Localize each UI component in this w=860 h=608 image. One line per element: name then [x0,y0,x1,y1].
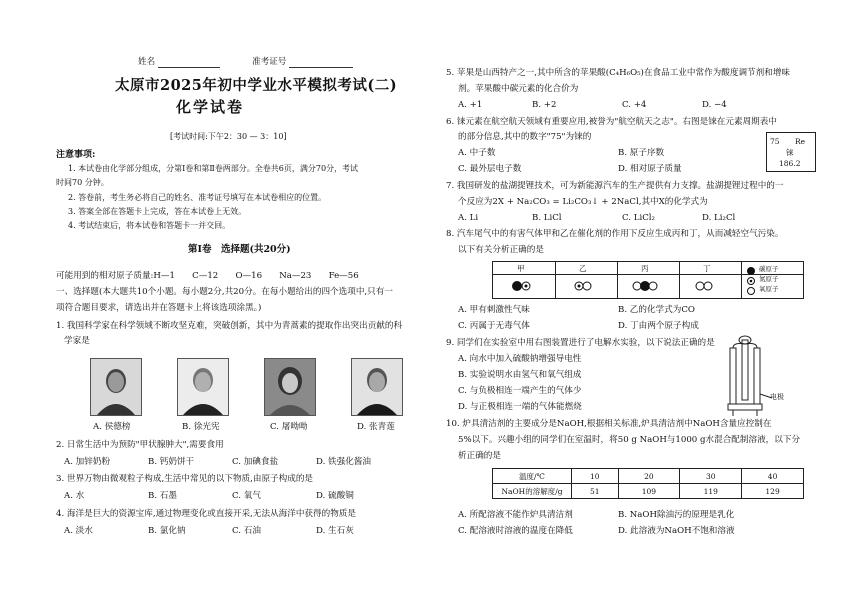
q3-option-a[interactable]: A. 水 [64,491,85,501]
molecule-icons [493,275,741,297]
molecule-diagram [492,261,804,299]
q5-stem: 剂。苹果酸中碳元素的化合价为 [458,84,579,94]
portrait-a [90,358,142,416]
molecule-header-ding: 丁 [703,264,711,273]
exam-title: 太原市2025年初中学业水平模拟考试(二) [115,77,398,94]
q3-stem: 3. 世界万物由微观粒子构成,生活中常见的以下物质,由原子构成的是 [56,474,314,484]
table-cell: NaOH的溶解度/g [493,484,572,499]
table-cell: 109 [618,484,680,499]
solubility-table [492,468,804,499]
q5-stem: 5. 苹果是山西特产之一,其中所含的苹果酸(C₄H₆O₅)在食品工业中常作为酸度调节剂和增味 [446,68,791,78]
q10-stem: 析正确的是 [458,451,501,461]
note-line: 3. 答案全部在答题卡上完成，答在本试卷上无效。 [68,207,247,216]
electrode-label: 电极 [770,393,784,401]
q8-stem: 8. 汽车尾气中的有害气体甲和乙在催化剂的作用下反应生成丙和丁，从而减轻空气污染。 [446,229,784,239]
element-symbol: Re [795,137,806,146]
portrait-c [264,358,316,416]
q1-option-d[interactable]: D. 张青莲 [357,422,395,432]
q9-option-c[interactable]: C. 与负极相连一端产生的气体少 [458,386,582,396]
q4-option-c[interactable]: C. 石油 [232,526,261,536]
q10-stem: 10. 炉具清洁剂的主要成分是NaOH,根据相关标准,炉具清洁剂中NaOH含量应控制在 [446,419,772,429]
q8-option-d[interactable]: D. 丁由两个原子构成 [618,321,699,331]
q3-option-b[interactable]: B. 石墨 [148,491,177,501]
electrolysis-apparatus-icon [720,334,780,418]
table-cell: 129 [742,484,804,499]
subject-title: 化学试卷 [176,98,245,116]
q10-option-a[interactable]: A. 所配溶液不能作炉具清洁剂 [458,510,573,520]
q5-option-c[interactable]: C. +4 [622,100,647,110]
q9-stem: 9. 同学们在实验室中用右图装置进行了电解水实验，以下说法正确的是 [446,338,715,348]
table-row [493,484,804,499]
q9-option-b[interactable]: B. 实验说明水由氢气和氧气组成 [458,370,582,380]
q1-stem: 1. 我国科学家在科学领域不断攻坚克难，突破创新，其中为青蒿素的提取作出突出贡献的科 [56,321,403,331]
q7-option-a[interactable]: A. Li [458,213,479,223]
q8-option-a[interactable]: A. 甲有刺激性气味 [458,305,530,315]
note-line: 2. 答卷前，考生务必将自己的姓名、准考证号填写在本试卷相应的位置。 [68,193,327,202]
q10-option-d[interactable]: D. 此溶液为NaOH不饱和溶液 [618,526,735,536]
element-number: 75 [770,137,780,146]
q6-stem: 6. 铼元素在航空航天领域有重要应用,被誉为"航空航天之志"。右图是铼在元素周期表中 [446,117,777,127]
q8-option-b[interactable]: B. 乙的化学式为CO [618,305,695,315]
element-card-re [766,132,816,172]
section-title: 第Ⅰ卷 选择题(共20分) [188,244,291,255]
table-row [493,469,804,484]
q1-option-a[interactable]: A. 侯德榜 [93,422,131,432]
q3-option-d[interactable]: D. 硫酸铜 [316,491,354,501]
q4-stem: 4. 海洋是巨大的资源宝库,通过物理变化或直接开采,无法从海洋中获得的物质是 [56,509,356,519]
portrait-b [177,358,229,416]
q10-option-c[interactable]: C. 配溶液时溶液的温度在降低 [458,526,573,536]
table-cell: 温度/℃ [493,469,572,484]
q4-option-d[interactable]: D. 生石灰 [316,526,354,536]
q3-option-c[interactable]: C. 氧气 [232,491,261,501]
q9-option-d[interactable]: D. 与正极相连一端的气体能燃烧 [458,402,582,412]
q2-option-b[interactable]: B. 钙奶饼干 [148,457,195,467]
q4-option-b[interactable]: B. 氯化钠 [148,526,186,536]
legend-icons [745,265,757,297]
molecule-header-yi: 乙 [579,264,587,273]
note-line: 时间70 分钟。 [56,178,109,187]
name-field[interactable] [138,57,220,68]
q9-option-a[interactable]: A. 向水中加入硫酸钠增强导电性 [458,354,582,364]
table-cell: 20 [618,469,680,484]
table-cell: 40 [742,469,804,484]
atomic-masses: 可能用到的相对原子质量:H—1 C—12 O—16 Na—23 Fe—56 [56,271,359,281]
q7-option-c[interactable]: C. LiCl₂ [622,213,655,223]
note-line: 4. 考试结束后，将本试卷和答题卡一并交回。 [68,221,231,230]
exam-id-field[interactable] [252,57,353,68]
q7-option-d[interactable]: D. Li₂Cl [702,213,736,223]
note-line: 1. 本试卷由化学部分组成，分第Ⅰ卷和第Ⅱ卷两部分。全卷共6页，满分70分，考试 [68,164,359,173]
element-mass: 186.2 [779,159,801,168]
q2-option-d[interactable]: D. 铁强化酱油 [316,457,372,467]
q10-option-b[interactable]: B. NaOH除油污的原理是乳化 [618,510,735,520]
table-cell: 119 [680,484,742,499]
table-cell: 30 [680,469,742,484]
legend-oxygen: 氧原子 [759,285,779,293]
q5-option-a[interactable]: A. +1 [458,100,483,110]
q2-stem: 2. 日常生活中为预防"甲状腺肿大",需要食用 [56,440,224,450]
q7-option-b[interactable]: B. LiCl [532,213,562,223]
q7-stem: 个反应为2X + Na₂CO₃ = Li₂CO₃↓ + 2NaCl,其中X的化学式为 [458,197,708,207]
q5-option-b[interactable]: B. +2 [532,100,557,110]
molecule-header-jia: 甲 [517,264,525,273]
notes-heading: 注意事项: [56,150,96,160]
section-instructions: 项符合题目要求，请选出并在答题卡上将该选项涂黑。) [56,303,262,313]
q8-stem: 以下有关分析正确的是 [458,245,544,255]
q6-option-b[interactable]: B. 原子序数 [618,148,665,158]
legend-nitrogen: 氮原子 [759,275,779,283]
portrait-d [351,358,403,416]
q6-option-c[interactable]: C. 最外层电子数 [458,164,522,174]
table-cell: 51 [572,484,619,499]
q2-option-a[interactable]: A. 加锌奶粉 [64,457,111,467]
legend-carbon: 碳原子 [759,265,779,273]
element-name: 铼 [786,148,794,157]
exam-id-label: 准考证号 [252,57,287,67]
q1-stem: 学家是 [64,336,90,346]
q2-option-c[interactable]: C. 加碘食盐 [232,457,279,467]
table-cell: 10 [572,469,619,484]
molecule-header-bing: 丙 [641,264,649,273]
q1-option-b[interactable]: B. 徐光宪 [182,422,220,432]
q5-option-d[interactable]: D. −4 [702,100,727,110]
q4-option-a[interactable]: A. 淡水 [64,526,93,536]
name-label: 姓名 [138,57,156,67]
section-instructions: 一、选择题(本大题共10个小题。每小题2分,共20分。在每小题给出的四个选项中,只有一 [56,287,393,297]
q8-option-c[interactable]: C. 丙属于无毒气体 [458,321,530,331]
q7-stem: 7. 我国研发的盐湖提锂技术，可为新能源汽车的生产提供有力支撑。盐湖提锂过程中的一 [446,181,784,191]
exam-time: [考试时间:下午2：30 — 3：10] [170,132,287,141]
q6-stem: 的部分信息,其中的数字"75"为铼的 [458,132,592,142]
q1-option-c[interactable]: C. 屠呦呦 [270,422,308,432]
q6-option-d[interactable]: D. 相对原子质量 [618,164,682,174]
q10-stem: 5%以下。兴趣小组的同学们在室温时，将50 g NaOH与1000 g水混合配制溶液，以下分 [458,435,801,445]
q6-option-a[interactable]: A. 中子数 [458,148,496,158]
